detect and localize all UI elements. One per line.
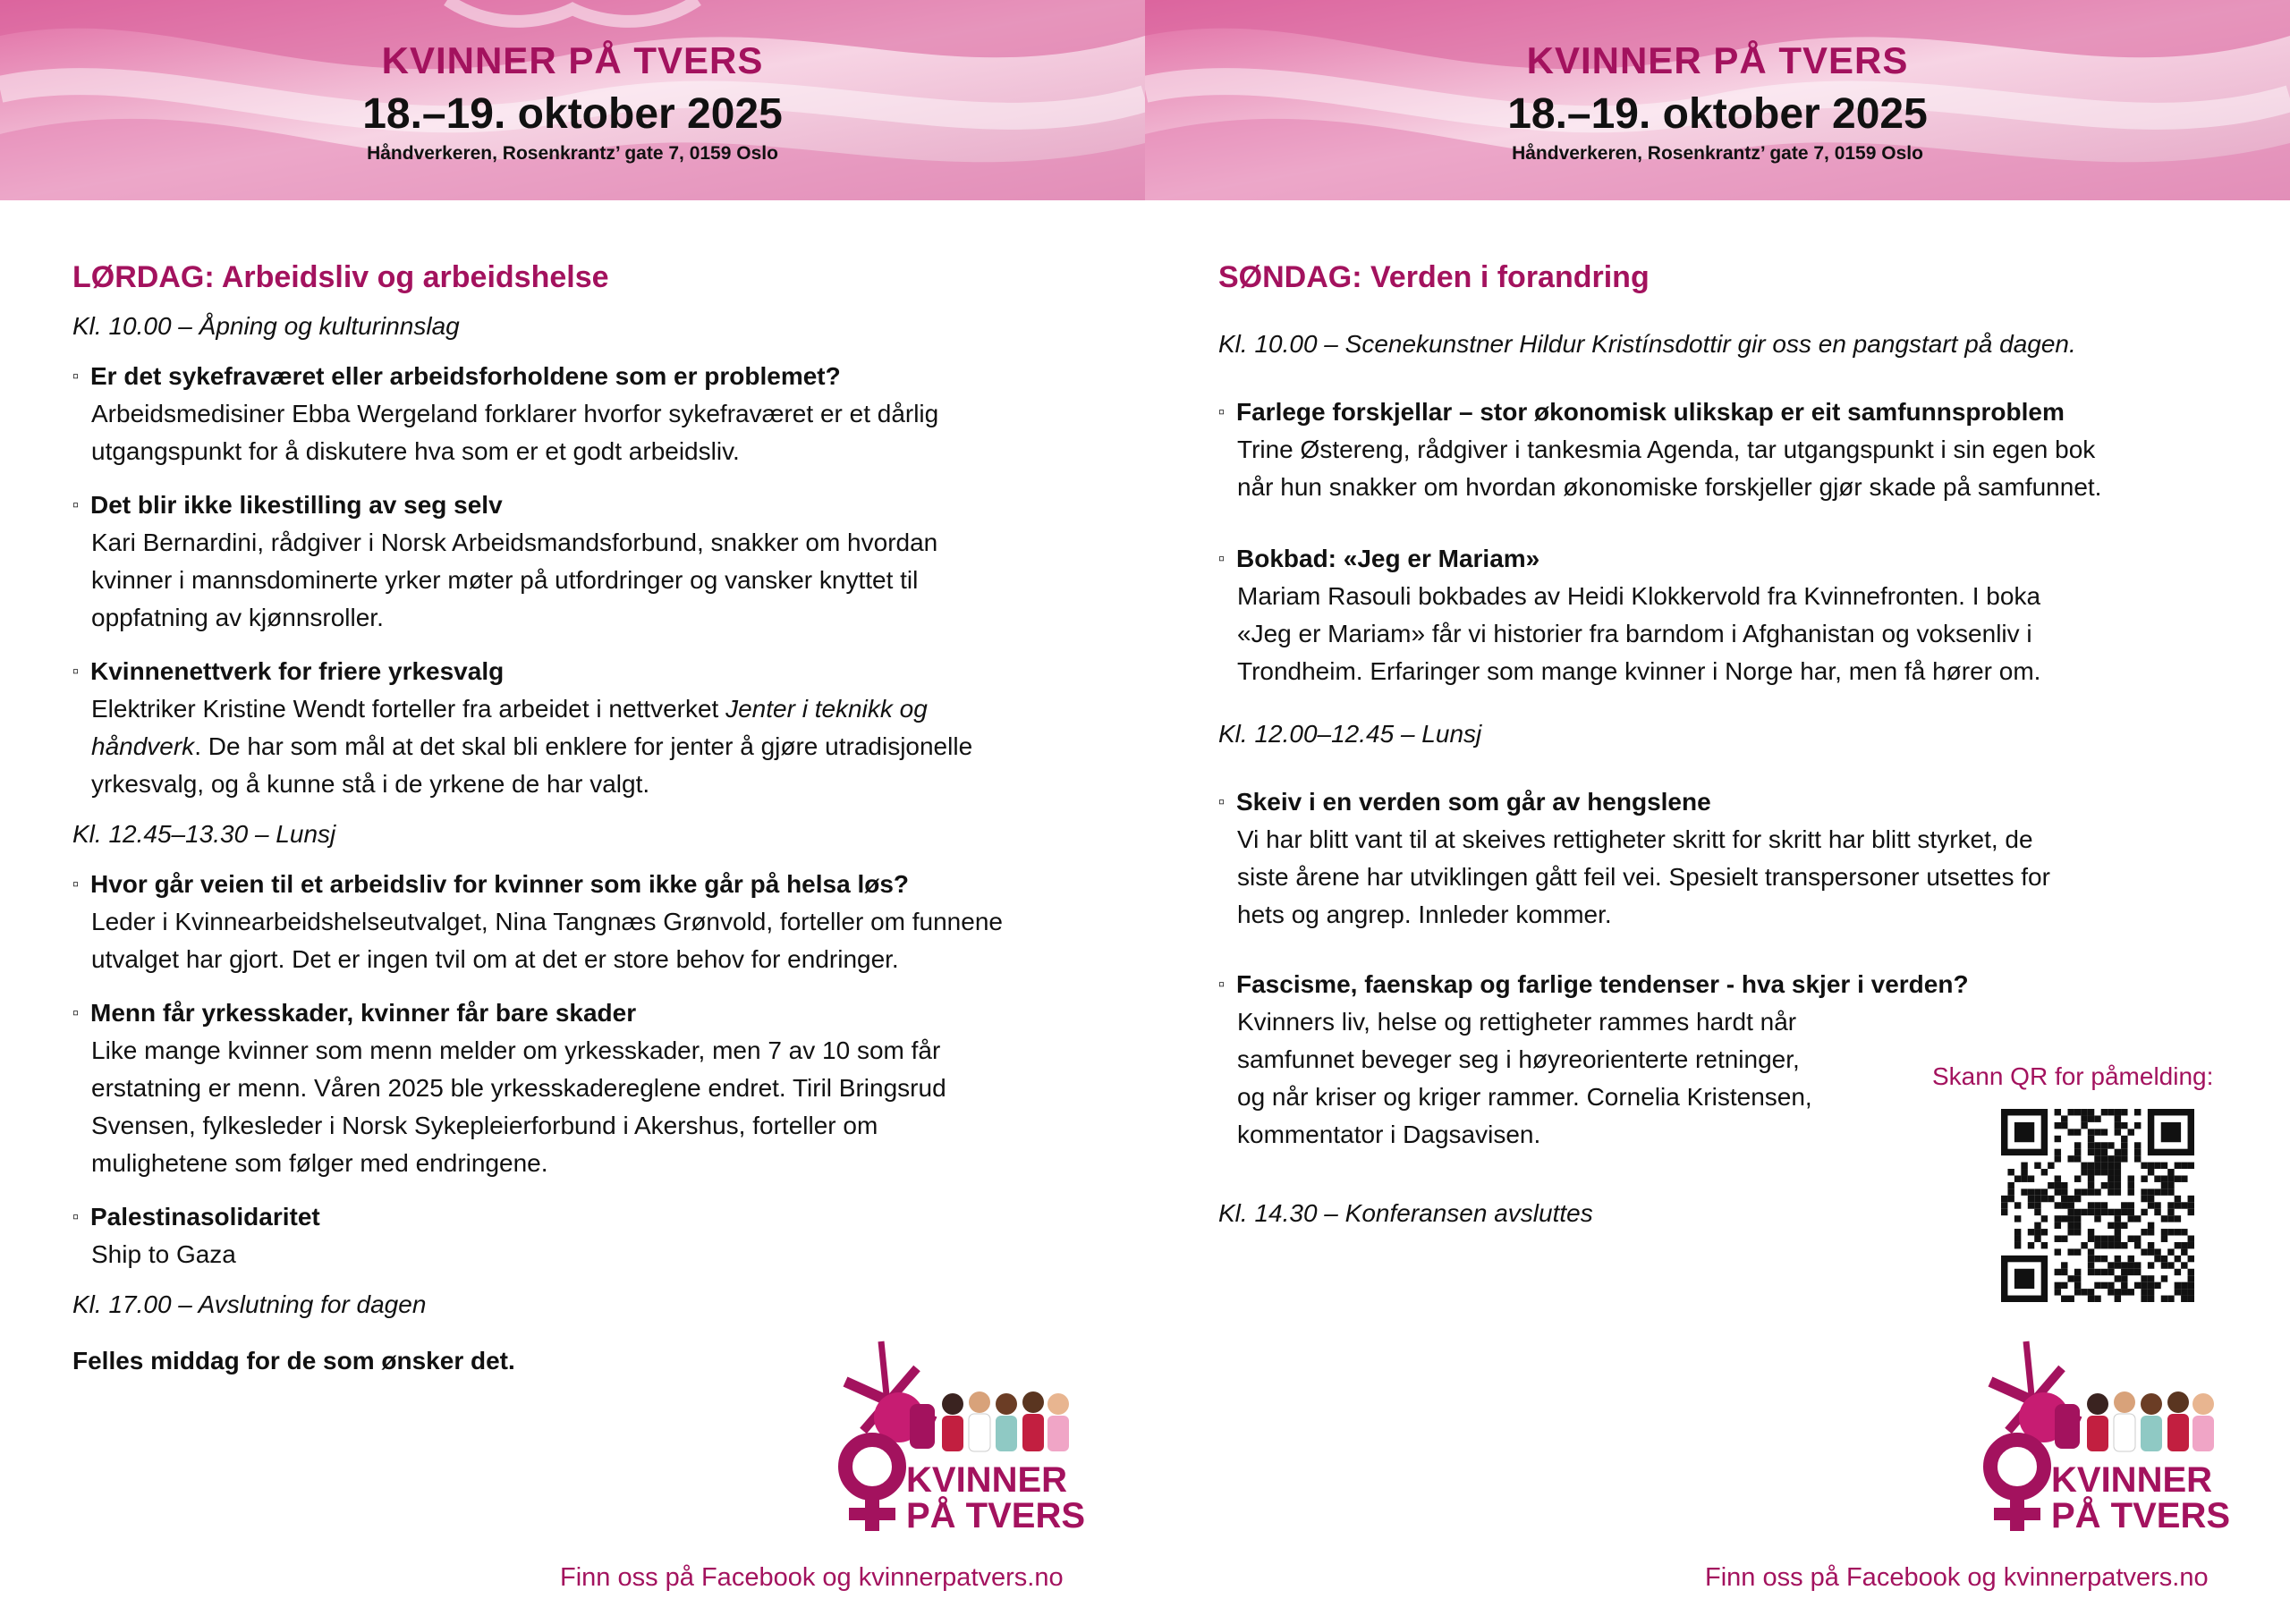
footer-link[interactable]: Finn oss på Facebook og kvinnerpatvers.no xyxy=(1705,1563,2209,1592)
program-item-title: ▫ Bokbad: «Jeg er Mariam» xyxy=(1218,540,2274,578)
program-item xyxy=(72,358,1128,470)
logo-text-line2: PÅ TVERS xyxy=(906,1496,1086,1535)
program-item-description: Ship to Gaza xyxy=(91,1240,236,1268)
bullet-icon: ▫ xyxy=(72,495,80,515)
program-item-description: Like mange kvinner som menn melder om yrkesskader, men 7 av 10 som får erstatning er menn. Våren 2025 ble yrkesskadereglene endret. Tiril Bringsrud Svensen, fylkesleder i Norsk Sykepleierforbund i Akershus, forteller om mulighetene som følger med endringene. xyxy=(91,1036,946,1177)
program-item xyxy=(72,486,1128,637)
program-item-title: ▫ Menn får yrkesskader, kvinner får bare skader xyxy=(72,994,1128,1032)
banner-left xyxy=(0,0,1145,200)
program-item xyxy=(72,1198,1128,1273)
kvinner-pa-tvers-logo xyxy=(1955,1332,2250,1538)
banner-date: 18.–19. oktober 2025 xyxy=(362,90,783,138)
program-item-title: ▫ Fascisme, faenskap og farlige tendenser - hva skjer i verden? xyxy=(1218,966,2274,1003)
logo-text-line2: PÅ TVERS xyxy=(2051,1496,2231,1535)
sunday-end: Kl. 14.30 – Konferansen avsluttes xyxy=(1218,1199,1593,1227)
bullet-icon: ▫ xyxy=(72,662,80,681)
bullet-icon: ▫ xyxy=(1218,792,1226,812)
program-item-title: ▫ Det blir ikke likestilling av seg selv xyxy=(72,486,1128,524)
program-item xyxy=(1218,393,2274,506)
bullet-icon: ▫ xyxy=(72,875,80,894)
program-item xyxy=(1218,540,2274,690)
bullet-icon: ▫ xyxy=(1218,402,1226,422)
program-item-title: ▫ Er det sykefraværet eller arbeidsforholdene som er problemet? xyxy=(72,358,1128,395)
program-item xyxy=(72,653,1128,803)
saturday-end: Kl. 17.00 – Avslutning for dagen xyxy=(72,1290,427,1318)
program-item-description: Arbeidsmedisiner Ebba Wergeland forklarer hvorfor sykefraværet er et dårlig utgangspunkt for å diskutere hva som er et godt arbeidsliv. xyxy=(91,400,939,465)
footer-link[interactable]: Finn oss på Facebook og kvinnerpatvers.no xyxy=(560,1563,1064,1592)
program-item-description: Trine Østereng, rådgiver i tankesmia Agenda, tar utgangspunkt i sin egen bok når hun snakker om hvordan økonomiske forskjeller gjør skade på samfunnet. xyxy=(1237,436,2102,501)
logo-text-line1: KVINNER xyxy=(2051,1460,2213,1500)
saturday-dinner: Felles middag for de som ønsker det. xyxy=(72,1347,515,1374)
program-item-title: ▫ Farlege forskjellar – stor økonomisk ulikskap er eit samfunnsproblem xyxy=(1218,393,2274,431)
program-item xyxy=(72,866,1128,978)
program-item-description: Kvinners liv, helse og rettigheter rammes hardt når samfunnet beveger seg i høyreorienterte retninger, og når kriser og kriger rammer. Cornelia Kristensen, kommentator i Dagsavisen. xyxy=(1237,1008,1812,1148)
program-item-description: Kari Bernardini, rådgiver i Norsk Arbeidsmandsforbund, snakker om hvordan kvinner i mannsdominerte yrker møter på utfordringer og vansker knyttet til oppfatning av kjønnsroller. xyxy=(91,529,938,631)
sunday-heading: SØNDAG: Verden i forandring xyxy=(1218,260,1650,294)
qr-label: Skann QR for påmelding: xyxy=(1932,1062,2214,1090)
program-item-title: ▫ Skeiv i en verden som går av hengslene xyxy=(1218,783,2274,821)
program-item xyxy=(1218,783,2274,934)
bullet-icon: ▫ xyxy=(72,367,80,386)
program-item-description: Mariam Rasouli bokbades av Heidi Klokkervold fra Kvinnefronten. I boka «Jeg er Mariam» får vi historier fra barndom i Afghanistan og voksenliv i Trondheim. Erfaringer som mange kvinner i Norge har, men få hører om. xyxy=(1237,582,2041,685)
sunday-opening: Kl. 10.00 – Scenekunstner Hildur Kristínsdottir gir oss en pangstart på dagen. xyxy=(1218,330,2076,358)
banner-address: Håndverkeren, Rosenkrantz’ gate 7, 0159 Oslo xyxy=(1512,143,1923,164)
banner-right xyxy=(1145,0,2290,200)
program-item-title: ▫ Kvinnenettverk for friere yrkesvalg xyxy=(72,653,1128,690)
program-item-description: Vi har blitt vant til at skeives rettigheter skritt for skritt har blitt styrket, de siste årene har utviklingen gått feil vei. Spesielt transpersoner utsettes for hets og angrep. Innleder kommer. xyxy=(1237,825,2050,928)
program-item-title: ▫ Hvor går veien til et arbeidsliv for kvinner som ikke går på helsa løs? xyxy=(72,866,1128,903)
bullet-icon: ▫ xyxy=(1218,549,1226,569)
kvinner-pa-tvers-logo xyxy=(810,1332,1105,1538)
saturday-lunch: Kl. 12.45–13.30 – Lunsj xyxy=(72,820,336,848)
banner-address: Håndverkeren, Rosenkrantz’ gate 7, 0159 Oslo xyxy=(367,143,778,164)
saturday-opening: Kl. 10.00 – Åpning og kulturinnslag xyxy=(72,312,460,340)
sunday-lunch: Kl. 12.00–12.45 – Lunsj xyxy=(1218,720,1482,748)
saturday-heading: LØRDAG: Arbeidsliv og arbeidshelse xyxy=(72,260,609,294)
bullet-icon: ▫ xyxy=(72,1003,80,1023)
banner-title: KVINNER PÅ TVERS xyxy=(1526,39,1909,81)
program-item-description: Leder i Kvinnearbeidshelseutvalget, Nina Tangnæs Grønvold, forteller om funnene utvalget har gjort. Det er ingen tvil om at det er store behov for endringer. xyxy=(91,908,1003,973)
saturday-column xyxy=(72,258,1128,1379)
program-item-title: ▫ Palestinasolidaritet xyxy=(72,1198,1128,1236)
bullet-icon: ▫ xyxy=(1218,975,1226,994)
program-item-description: Elektriker Kristine Wendt forteller fra arbeidet i nettverket Jenter i teknikk og håndverk. De har som mål at det skal bli enklere for jenter å gjøre utradisjonelle yrkesvalg, og å kunne stå i de yrkene de har valgt. xyxy=(91,695,973,798)
qr-code[interactable] xyxy=(2001,1109,2194,1302)
bullet-icon: ▫ xyxy=(72,1207,80,1227)
logo-text-line1: KVINNER xyxy=(906,1460,1068,1500)
banner-date: 18.–19. oktober 2025 xyxy=(1507,90,1928,138)
program-item xyxy=(72,994,1128,1182)
banner-title: KVINNER PÅ TVERS xyxy=(381,39,764,81)
